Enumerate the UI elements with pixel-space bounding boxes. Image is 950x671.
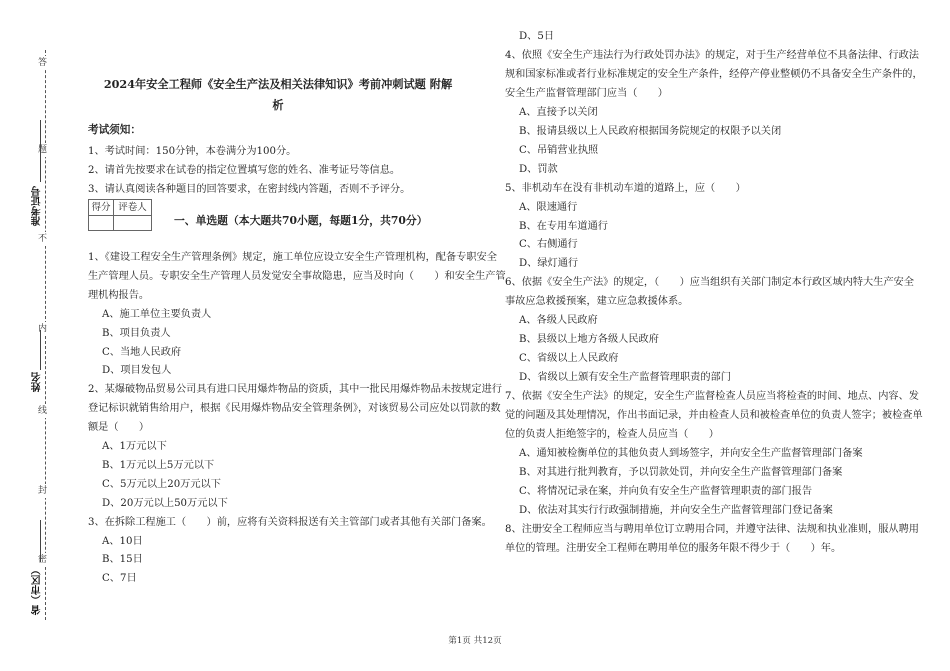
answer-option: D、20万元以上50万元以下 [102,497,228,509]
name-label: 姓名 [32,372,43,392]
question-text-line: 8、注册安全工程师应当与聘用单位订立聘用合同，并遵守法律、法规和执业准则，服从聘用 [505,523,919,535]
answer-option: C、省级以上人民政府 [519,353,619,365]
answer-option: A、10日 [102,535,143,547]
notice-item: 3、请认真阅读各种题目的回答要求，在密封线内答题，否则不予评分。 [88,184,411,195]
notice-heading: 考试须知： [88,124,141,136]
grader-label: 评卷人 [118,202,147,213]
answer-option: A、施工单位主要负责人 [102,308,212,320]
seal-word: 题 [38,145,48,155]
answer-option: B、报请县级以上人民政府根据国务院规定的权限予以关闭 [519,125,782,137]
question-text-line: 5、非机动车在没有非机动车道的道路上，应（ ） [505,182,746,194]
province-underline [40,520,41,562]
answer-option: B、县级以上地方各级人民政府 [519,334,659,346]
answer-option: B、1万元以上5万元以下 [102,459,215,471]
answer-option: C、将情况记录在案，并向负有安全生产监督管理职责的部门报告 [519,485,813,497]
document-title-line: 2024年安全工程师《安全生产法及相关法律知识》考前冲刺试题 附解 [103,77,453,91]
question-text-line: 生产管理人员。专职安全生产管理人员发觉安全事故隐患，应当及时向（ ）和安全生产管 [88,270,506,282]
answer-option: D、项目发包人 [102,365,172,377]
question-text-line: 单位的管理。注册安全工程师在聘用单位的服务年限不得少于（ ）年。 [505,542,842,554]
answer-option: B、15日 [102,554,143,566]
exam-number-underline [40,120,41,182]
question-text-line: 2、某爆破物品贸易公司具有进口民用爆炸物品的资质，其中一批民用爆炸物品未按规定进行 [88,384,502,396]
question-text-line: 事故应急救援预案，建立应急救援体系。 [505,296,689,308]
score-label: 得分 [89,200,114,215]
answer-option: A、直接予以关闭 [519,106,598,118]
answer-option: B、项目负责人 [102,327,171,339]
answer-option: C、右侧通行 [519,239,578,251]
answer-option: D、省级以上颁有安全生产监督管理职责的部门 [519,372,731,384]
question-text-line: 登记标识就销售给用户，根据《民用爆炸物品安全管理条例》，对该贸易公司应处以罚款的数 [88,403,501,415]
province-label: 省（市区） [32,565,43,615]
question-text-line: 位的负责人拒绝签字的，检查人员应当（ ） [505,428,719,440]
question-text-line: 4、依照《安全生产违法行为行政处罚办法》的规定，对于生产经营单位不具备法律、行政法 [505,49,919,61]
seal-word: 不 [38,234,48,244]
question-text-line: 觉的问题及其处理情况，作出书面记录，并由检查人员和被检查单位的负责人签字；被检查单 [505,410,923,421]
answer-option: A、1万元以下 [102,441,167,452]
answer-option: B、对其进行批判教育，予以罚款处罚，并向安全生产监督管理部门备案 [519,466,843,478]
question-text-line: 规和国家标准或者行业标准规定的安全生产条件，经停产停业整顿仍不具备安全生产条件的， [505,68,923,80]
exam-number-label: 准考证号 [32,186,43,226]
grader-cell [114,216,151,231]
answer-option: D、5日 [519,31,555,42]
answer-option: A、限速通行 [519,201,578,213]
question-text-line: 7、依据《安全生产法》的规定，安全生产监督检查人员应当将检查的时间、地点、内容、发 [505,391,919,403]
score-box [88,199,152,231]
question-text-line: 理机构报告。 [88,289,150,301]
question-text-line: 1、《建设工程安全生产管理条例》规定，施工单位应设立安全生产管理机构，配备专职安全 [88,252,497,263]
notice-item: 1、考试时间：150分钟，本卷满分为100分。 [88,146,297,157]
answer-option: C、当地人民政府 [102,346,182,358]
seal-word: 内 [38,324,48,334]
answer-option: C、5万元以上20万元以下 [102,478,221,490]
seal-word: 线 [38,406,48,416]
seal-word: 密 [38,555,48,565]
binding-margin [0,0,70,671]
section-title: 一、单选题（本大题共70小题，每题1分，共70分） [174,214,428,227]
seal-word: 答 [38,58,48,68]
notice-item: 2、请首先按要求在试卷的指定位置填写您的姓名、准考证号等信息。 [88,165,401,176]
seal-word: 封 [38,486,48,496]
document-title-line: 析 [272,98,284,112]
answer-option: D、依法对其实行行政强制措施，并向安全生产监督管理部门登记备案 [519,504,833,516]
answer-option: C、吊销营业执照 [519,144,599,156]
answer-option: D、罚款 [519,163,558,175]
answer-option: B、在专用车道通行 [519,220,608,232]
question-text-line: 6、依据《安全生产法》的规定，（ ）应当组织有关部门制定本行政区域内特大生产安全 [505,277,914,289]
name-underline [40,330,41,370]
question-text-line: 安全生产监督管理部门应当（ ） [505,87,668,99]
answer-option: C、7日 [102,573,137,585]
document-title [88,74,468,116]
page-footer: 第1页 共12页 [448,636,502,646]
score-cell [89,216,114,231]
question-text-line: 额是（ ） [88,422,150,434]
answer-option: A、各级人民政府 [519,315,598,327]
question-text-line: 3、在拆除工程施工（ ）前，应将有关资料报送有关主管部门或者其他有关部门备案。 [88,516,492,528]
answer-option: D、绿灯通行 [519,258,579,270]
answer-option: A、通知被检衡单位的其他负责人到场签字，并向安全生产监督管理部门备案 [519,447,863,459]
